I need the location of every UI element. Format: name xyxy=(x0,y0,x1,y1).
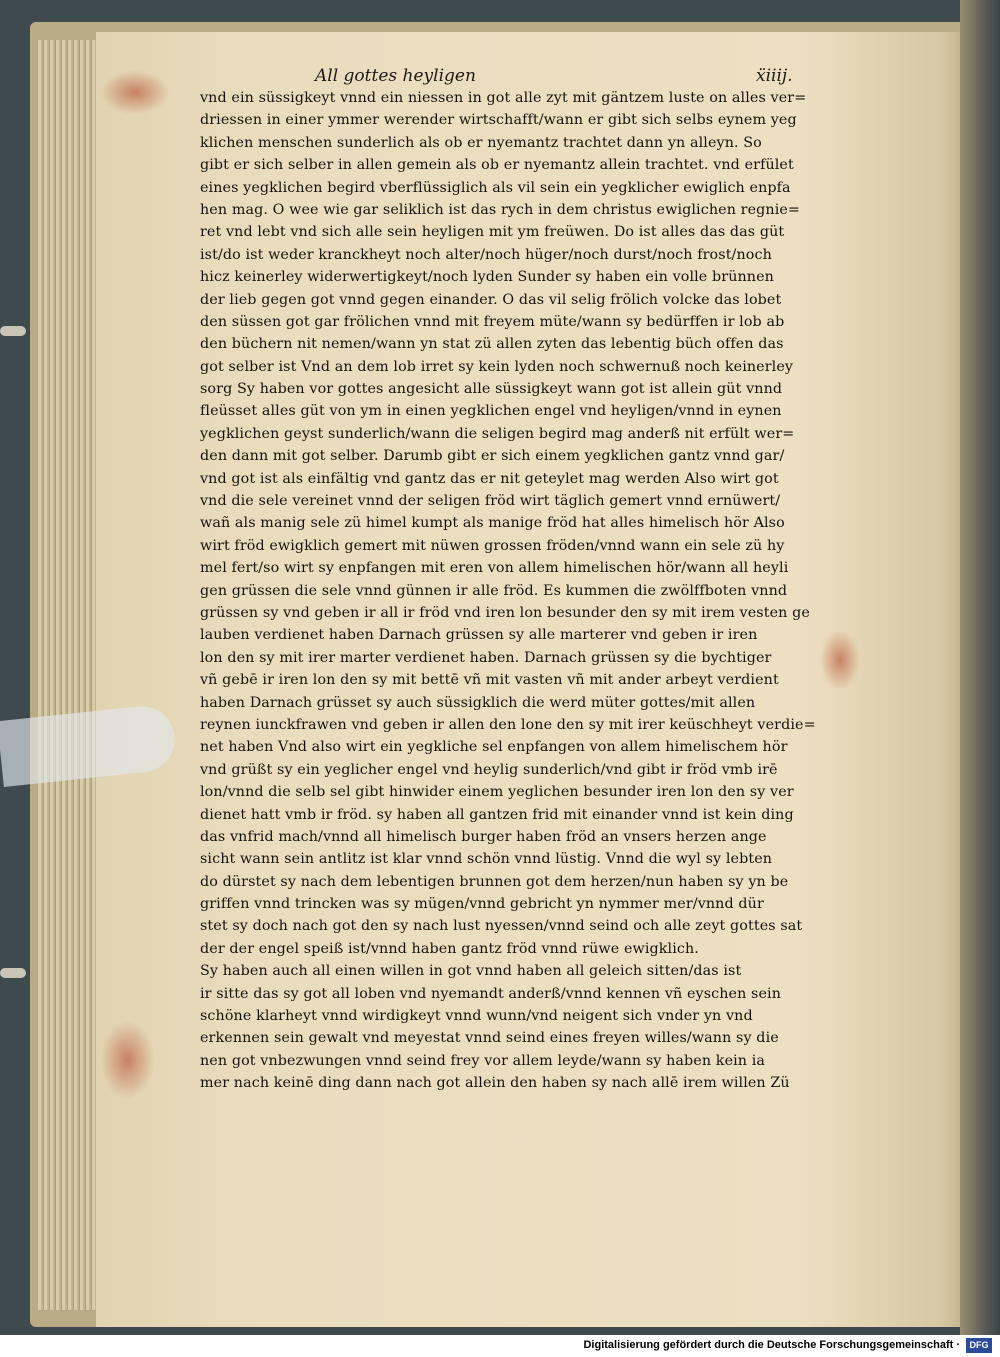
text-line: lauben verdienet haben Darnach grüssen sy alle marterer vnd geben ir iren xyxy=(200,627,758,644)
text-line: wirt fröd ewigklich gemert mit nüwen grossen fröden/vnnd wann ein sele zü hy xyxy=(200,537,785,554)
text-line: den dann mit got selber. Darumb gibt er sich einem yegklichen gantz vnnd gar/ xyxy=(200,448,785,465)
text-line: driessen in einer ymmer werender wirtschafft/wann er gibt sich selbs eynem yeg xyxy=(200,112,797,129)
text-line: vnd ein süssigkeyt vnnd ein niessen in got alle zyt mit gäntzem luste on alles ver= xyxy=(200,90,807,106)
text-line: griffen vnnd trincken was sy mügen/vnnd gebricht yn nymmer mer/vnnd dür xyxy=(200,896,764,913)
text-line: hicz keinerley widerwertigkeyt/noch lyden Sunder sy haben ein volle brünnen xyxy=(200,269,774,286)
text-line: reynen iunckfrawen vnd geben ir allen den lone den sy mit irer keüschheyt verdie= xyxy=(200,716,816,733)
text-line: vnd die sele vereinet vnnd der seligen fröd wirt täglich gemert vnnd ernüwert/ xyxy=(200,493,781,510)
text-line: dienet hatt vmb ir fröd. sy haben all gantzen frid mit einander vnnd ist kein ding xyxy=(200,806,794,823)
text-line: ist/do ist weder kranckheyt noch alter/noch hüger/noch durst/noch frost/noch xyxy=(200,246,772,263)
running-head-title: All gottes heyligen xyxy=(315,66,476,86)
page-holder-rod-bottom xyxy=(0,968,26,978)
dfg-logo-icon: DFG xyxy=(966,1338,992,1353)
text-line: klichen menschen sunderlich als ob er nyemantz trachtet dann yn alleyn. So xyxy=(200,134,762,151)
text-line: gibt er sich selber in allen gemein als ob er nyemantz allein trachtet. vnd erfület xyxy=(200,157,794,174)
red-stain-bottom xyxy=(100,1020,155,1100)
text-line: der lieb gegen got vnnd gegen einander. O das vil selig frölich volcke das lobet xyxy=(200,291,782,308)
text-line: mel fert/so wirt sy enpfangen mit eren von allem himelischen hör/wann all heyli xyxy=(200,560,789,577)
text-line: mer nach keinē ding dann nach got allein den haben sy nach allē irem willen Zü xyxy=(200,1075,790,1092)
text-line: net haben Vnd also wirt ein yegkliche sel enpfangen von allem himelischem hör xyxy=(200,739,788,756)
text-line: eines yegklichen begird vberflüssiglich als vil sein ein yegklicher ewiglich enpfa xyxy=(200,179,791,196)
text-line: ir sitte das sy got all loben vnd nyemandt anderß/vnnd kennen vñ eyschen sein xyxy=(200,985,782,1002)
text-line: stet sy doch nach got den sy nach lust nyessen/vnnd seind och alle zeyt gottes sat xyxy=(200,918,803,935)
page-stack-edges xyxy=(38,40,98,1310)
text-line: schöne klarheyt vnnd wirdigkeyt vnnd wunn/vnd neigent sich vnder yn vnd xyxy=(200,1008,753,1025)
text-line: yegklichen geyst sunderlich/wann die seligen begird mag anderß nit erfült wer= xyxy=(200,425,795,442)
text-line: das vnfrid mach/vnnd all himelisch burger haben fröd an vnsers herzen ange xyxy=(200,828,767,845)
book-spine xyxy=(960,0,1000,1335)
text-line: nen got vnbezwungen vnnd seind frey vor allem leyde/wann sy haben kein ia xyxy=(200,1052,766,1069)
text-line: erkennen sein gewalt vnd meyestat vnnd seind eines freyen willes/wann sy die xyxy=(200,1030,779,1047)
text-line: lon/vnnd die selb sel gibt hinwider einem yeglichen besunder iren lon den sy ver xyxy=(200,784,794,801)
funding-credit: Digitalisierung gefördert durch die Deutsche Forschungsgemeinschaft · xyxy=(583,1339,960,1351)
folio-number: ẍiiij. xyxy=(756,66,793,86)
text-line: vnd grüßt sy ein yeglicher engel vnd heylig sunderlich/vnd gibt ir fröd vmb irē xyxy=(200,761,778,778)
text-line: lon den sy mit irer marter verdienet haben. Darnach grüssen sy die bychtiger xyxy=(200,649,772,666)
text-line: Sy haben auch all einen willen in got vnnd haben all geleich sitten/das ist xyxy=(200,963,742,980)
text-line: den süssen got gar frölichen vnnd mit freyem müte/wann sy bedürffen ir lob ab xyxy=(200,313,785,330)
text-line: der der engel speiß ist/vnnd haben gantz fröd vnnd rüwe ewigklich. xyxy=(200,940,699,957)
red-stain-top xyxy=(100,70,170,115)
text-line: wañ als manig sele zü himel kumpt als manige fröd hat alles himelisch hör Also xyxy=(200,515,785,532)
text-line: sicht wann sein antlitz ist klar vnnd schön vnnd lüstig. Vnnd die wyl sy lebten xyxy=(200,851,773,868)
text-line: sorg Sy haben vor gottes angesicht alle süssigkeyt wann got ist allein güt vnnd xyxy=(200,381,783,398)
text-line: vñ gebē ir iren lon den sy mit bettē vñ mit vasten vñ mit ander arbeyt verdient xyxy=(200,672,779,689)
body-text-block xyxy=(200,87,855,1095)
text-line: got selber ist Vnd an dem lob irret sy kein lyden noch schwernuß noch keinerley xyxy=(200,358,794,375)
footer-bar xyxy=(0,1335,1000,1357)
text-line: den büchern nit nemen/wann yn stat zü allen zyten das lebentig büch offen das xyxy=(200,336,784,353)
text-line: gen grüssen die sele vnnd günnen ir alle fröd. Es kummen die zwölffboten vnnd xyxy=(200,582,788,599)
text-line: ret vnd lebt vnd sich alle sein heyligen mit ym freüwen. Do ist alles das das güt xyxy=(200,224,785,241)
text-line: grüssen sy vnd geben ir all ir fröd vnd iren lon besunder den sy mit irem vesten ge xyxy=(200,604,810,621)
text-line: do dürstet sy nach dem lebentigen brunnen got dem herzen/nun haben sy yn be xyxy=(200,873,789,890)
text-line: haben Darnach grüsset sy auch süssigklich die werd müter gottes/mit allen xyxy=(200,694,756,711)
text-line: hen mag. O wee wie gar seliklich ist das rych in dem christus ewiglichen regnie= xyxy=(200,201,801,218)
page-holder-rod-top xyxy=(0,326,26,336)
text-line: fleüsset alles güt von ym in einen yegklichen engel vnd heyligen/vnnd in eynen xyxy=(200,403,782,420)
text-line: vnd got ist als einfältig vnd gantz das er nit geteylet mag werden Also wirt got xyxy=(200,470,779,487)
